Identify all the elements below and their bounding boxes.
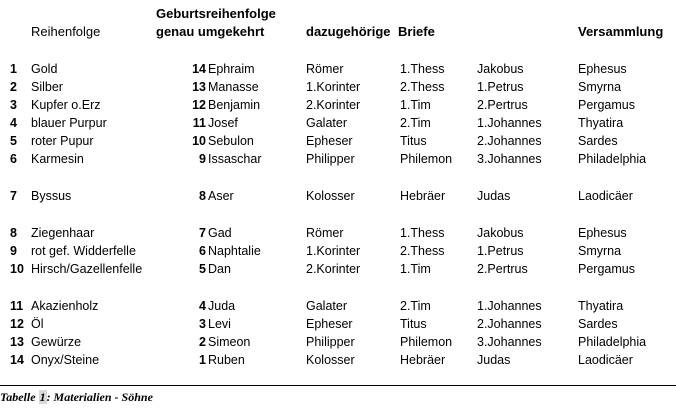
letter-cell-3: Jakobus (477, 226, 524, 240)
letter-cell-1: 1.Korinter (306, 244, 361, 258)
table-row (0, 297, 676, 315)
son-name-cell: Josef (208, 116, 238, 130)
row-index: 4 (10, 116, 17, 130)
table-row (0, 315, 676, 333)
material-cell: Hirsch/Gazellenfelle (31, 262, 143, 276)
caption-text: : Materialien - Söhne (46, 390, 153, 404)
row-index: 1 (10, 62, 17, 76)
son-name-cell: Aser (208, 189, 234, 203)
letter-cell-2: 2.Thess (400, 80, 445, 94)
letter-cell-1: Galater (306, 116, 347, 130)
table-row (0, 78, 676, 96)
header-dazugehoerige: dazugehörige (306, 24, 391, 39)
letter-cell-2: 2.Tim (400, 116, 431, 130)
son-number: 3 (199, 317, 206, 331)
son-number: 4 (199, 299, 206, 313)
row-index: 3 (10, 98, 17, 112)
letter-cell-3: 2.Johannes (477, 317, 542, 331)
letter-cell-3: 1.Petrus (477, 80, 524, 94)
church-cell: Ephesus (578, 226, 627, 240)
letter-cell-1: Philipper (306, 152, 355, 166)
material-cell: Karmesin (31, 152, 84, 166)
letter-cell-1: 2.Korinter (306, 262, 361, 276)
son-number: 2 (199, 335, 206, 349)
row-index: 12 (10, 317, 24, 331)
letter-cell-1: 2.Korinter (306, 98, 361, 112)
letter-cell-1: Epheser (306, 317, 353, 331)
church-cell: Smyrna (578, 80, 622, 94)
letter-cell-2: Philemon (400, 335, 453, 349)
table-row (0, 60, 676, 78)
letter-cell-3: Jakobus (477, 62, 524, 76)
letter-cell-3: Judas (477, 189, 511, 203)
material-cell: blauer Purpur (31, 116, 107, 130)
table-row (0, 132, 676, 150)
letter-cell-2: 1.Thess (400, 62, 445, 76)
letter-cell-3: 1.Johannes (477, 299, 542, 313)
church-cell: Pergamus (578, 98, 635, 112)
material-cell: Onyx/Steine (31, 353, 100, 367)
son-name-cell: Issaschar (208, 152, 262, 166)
letter-cell-2: Philemon (400, 152, 453, 166)
letter-cell-2: Hebräer (400, 353, 446, 367)
son-number: 14 (192, 62, 206, 76)
material-cell: rot gef. Widderfelle (31, 244, 136, 258)
table-row (0, 260, 676, 278)
material-cell: Byssus (31, 189, 72, 203)
letter-cell-2: 2.Thess (400, 244, 445, 258)
son-name-cell: Manasse (208, 80, 259, 94)
church-cell: Thyatira (578, 116, 624, 130)
caption-prefix: Tabelle (0, 390, 39, 404)
letter-cell-1: Philipper (306, 335, 355, 349)
son-number: 8 (199, 189, 206, 203)
letter-cell-3: 3.Johannes (477, 152, 542, 166)
church-cell: Ephesus (578, 62, 627, 76)
table-row (0, 114, 676, 132)
row-index: 10 (10, 262, 24, 276)
son-name-cell: Gad (208, 226, 232, 240)
table-row (0, 242, 676, 260)
letter-cell-2: Hebräer (400, 189, 446, 203)
letter-cell-2: 1.Tim (400, 262, 431, 276)
son-number: 7 (199, 226, 206, 240)
table-row (0, 224, 676, 242)
letter-cell-3: 1.Petrus (477, 244, 524, 258)
table-row (0, 351, 676, 369)
son-name-cell: Sebulon (208, 134, 254, 148)
material-cell: Gewürze (31, 335, 82, 349)
letter-cell-3: 2.Pertrus (477, 262, 528, 276)
son-name-cell: Simeon (208, 335, 251, 349)
letter-cell-2: Titus (400, 317, 427, 331)
material-cell: Öl (31, 317, 44, 331)
son-number: 11 (192, 116, 206, 130)
row-index: 9 (10, 244, 17, 258)
church-cell: Philadelphia (578, 335, 647, 349)
header-geburtsreihenfolge: Geburtsreihenfolge (156, 6, 276, 21)
letter-cell-1: Kolosser (306, 353, 355, 367)
row-index: 6 (10, 152, 17, 166)
letter-cell-3: Judas (477, 353, 511, 367)
table-row (0, 333, 676, 351)
row-index: 11 (10, 299, 24, 313)
son-name-cell: Levi (208, 317, 231, 331)
church-cell: Thyatira (578, 299, 624, 313)
son-name-cell: Benjamin (208, 98, 261, 112)
material-cell: Akazienholz (31, 299, 99, 313)
letter-cell-2: 1.Thess (400, 226, 445, 240)
letter-cell-3: 2.Pertrus (477, 98, 528, 112)
letter-cell-1: 1.Korinter (306, 80, 361, 94)
son-number: 10 (192, 134, 206, 148)
material-cell: Gold (31, 62, 58, 76)
material-cell: Ziegenhaar (31, 226, 95, 240)
church-cell: Sardes (578, 317, 618, 331)
letter-cell-1: Epheser (306, 134, 353, 148)
son-number: 9 (199, 152, 206, 166)
church-cell: Laodicäer (578, 189, 633, 203)
letter-cell-1: Kolosser (306, 189, 355, 203)
letter-cell-1: Römer (306, 226, 344, 240)
letter-cell-2: 1.Tim (400, 98, 431, 112)
letter-cell-1: Galater (306, 299, 347, 313)
letter-cell-3: 1.Johannes (477, 116, 542, 130)
table-row (0, 150, 676, 168)
material-cell: roter Pupur (31, 134, 94, 148)
son-name-cell: Ruben (208, 353, 245, 367)
letter-cell-3: 3.Johannes (477, 335, 542, 349)
header-reihenfolge: Reihenfolge (31, 24, 101, 39)
row-index: 2 (10, 80, 17, 94)
letter-cell-1: Römer (306, 62, 344, 76)
church-cell: Laodicäer (578, 353, 633, 367)
letter-cell-3: 2.Johannes (477, 134, 542, 148)
header-genau-umgekehrt: genau umgekehrt (156, 24, 265, 39)
son-number: 13 (192, 80, 206, 94)
son-number: 12 (192, 98, 206, 112)
son-name-cell: Juda (208, 299, 236, 313)
church-cell: Philadelphia (578, 152, 647, 166)
row-index: 13 (10, 335, 24, 349)
son-number: 1 (199, 353, 206, 367)
header-versammlung: Versammlung (578, 24, 664, 39)
row-index: 5 (10, 134, 17, 148)
table-row (0, 96, 676, 114)
church-cell: Sardes (578, 134, 618, 148)
table-row (0, 187, 676, 205)
son-number: 6 (199, 244, 206, 258)
row-index: 7 (10, 189, 17, 203)
church-cell: Pergamus (578, 262, 635, 276)
letter-cell-2: 2.Tim (400, 299, 431, 313)
caption-number: 1 (39, 390, 46, 404)
material-cell: Kupfer o.Erz (31, 98, 101, 112)
son-name-cell: Naphtalie (208, 244, 261, 258)
row-index: 8 (10, 226, 17, 240)
header-briefe: Briefe (398, 24, 435, 39)
son-number: 5 (199, 262, 206, 276)
table-caption (0, 385, 676, 408)
church-cell: Smyrna (578, 244, 622, 258)
row-index: 14 (10, 353, 24, 367)
material-cell: Silber (31, 80, 63, 94)
letter-cell-2: Titus (400, 134, 427, 148)
son-name-cell: Ephraim (208, 62, 255, 76)
son-name-cell: Dan (208, 262, 231, 276)
